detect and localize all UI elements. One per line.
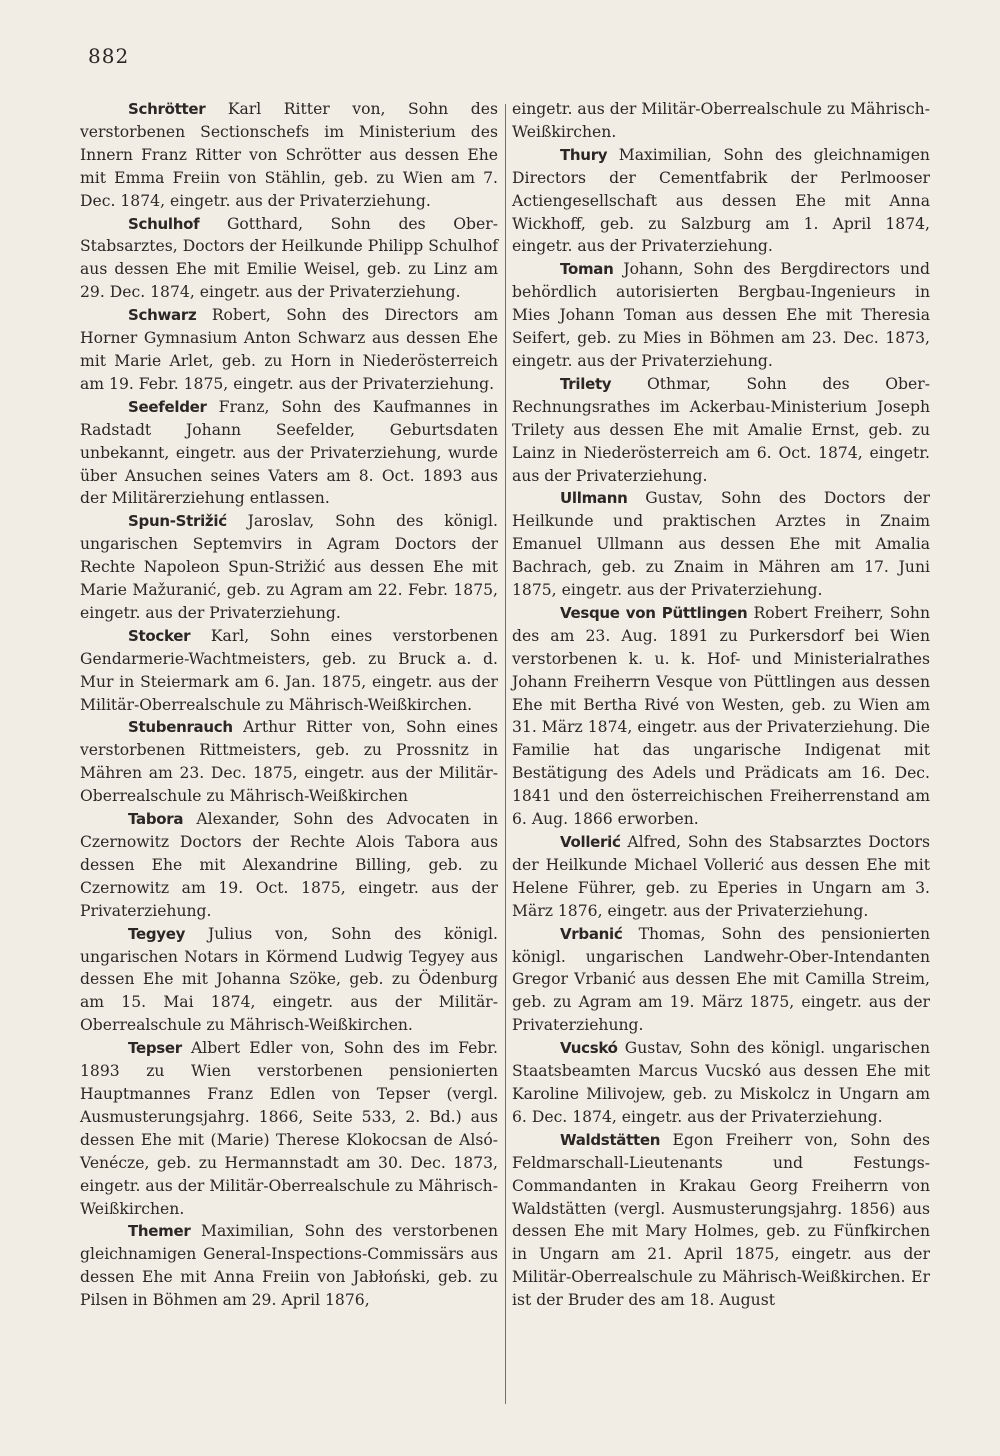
biography-entry: [80, 213, 498, 305]
entry-text: Robert Freiherr, Sohn des am 23. Aug. 1891 zu Purkersdorf bei Wien verstorbenen k. u. k. Hof- und Ministerialrathes Johann Freiherrn Vesque von Püttlingen aus dessen Ehe mit Bertha Rivé von Westen, geb. zu Wien am 31. März 1874, eingetr. aus der Privaterziehung. Die Familie hat das ungarische Indigenat mit Bestätigung des Adels und Prädicats am 16. Dec. 1841 und den österreichischen Freiherrenstand am 6. Aug. 1866 erworben.: [512, 603, 931, 829]
entry-name: Spun-Strižić: [128, 512, 227, 531]
entry-name: Schulhof: [128, 214, 200, 233]
entry-text: Julius von, Sohn des königl. ungarischen Notars in Körmend Ludwig Tegyey aus dessen Ehe mit Johanna Szöke, geb. zu Ödenburg am 15. Mai 1874, eingetr. aus der Militär-Oberrealschule zu Mährisch-Weißkirchen.: [80, 924, 498, 1035]
biography-entry: [80, 716, 498, 808]
entry-text: Egon Freiherr von, Sohn des Feldmarschall-Lieutenants und Festungs-Commandanten in Krakau Georg Freiherrn von Waldstätten (vergl. Ausmusterungsjahrg. 1856) aus dessen Ehe mit Mary Holmes, geb. zu Fünfkirchen in Ungarn am 21. April 1875, eingetr. aus der Militär-Oberrealschule zu Mährisch-Weißkirchen. Er ist der Bruder des am 18. August: [512, 1130, 930, 1310]
biography-entry: [80, 808, 498, 923]
entry-text: eingetr. aus der Militär-Oberrealschule zu Mährisch-Weißkirchen.: [512, 100, 930, 141]
entry-name: Tabora: [128, 810, 184, 829]
entry-name: Themer: [128, 1222, 191, 1241]
entry-text: Alfred, Sohn des Stabsarztes Doctors der Heilkunde Michael Vollerić aus dessen Ehe mit Helene Führer, geb. zu Eperies in Ungarn am 3. März 1876, eingetr. aus der Privaterziehung.: [512, 833, 930, 920]
biography-entry: [512, 98, 930, 144]
entry-text: Karl, Sohn eines verstorbenen Gendarmerie-Wachtmeisters, geb. zu Bruck a. d. Mur in Steiermark am 6. Jan. 1875, eingetr. aus der Militär-Oberrealschule zu Mährisch-Weißkirchen.: [80, 626, 498, 714]
biography-entry: [512, 1129, 930, 1312]
biography-entry: [80, 510, 498, 625]
entry-text: Jaroslav, Sohn des königl. ungarischen Septemvirs in Agram Doctors der Rechte Napoleon Spun-Strižić aus dessen Ehe mit Marie Mažuranić, geb. zu Agram am 22. Febr. 1875, eingetr. aus der Privaterziehung.: [80, 512, 498, 622]
entry-text: Robert, Sohn des Directors am Horner Gymnasium Anton Schwarz aus dessen Ehe mit Marie Arlet, geb. zu Horn in Niederösterreich am 19. Febr. 1875, eingetr. aus der Privaterziehung.: [80, 306, 498, 393]
entry-text: Gustav, Sohn des Doctors der Heilkunde und praktischen Arztes in Znaim Emanuel Ullmann aus dessen Ehe mit Amalia Bachrach, geb. zu Znaim in Mähren am 17. Juni 1875, eingetr. aus der Privaterziehung.: [512, 489, 931, 600]
entry-name: Schrötter: [128, 100, 206, 118]
entry-text: Johann, Sohn des Bergdirectors und behördlich autorisierten Bergbau-Ingenieurs in Mies Johann Toman aus dessen Ehe mit Theresia Seifert, geb. zu Mies in Böhmen am 23. Dec. 1873, eingetr. aus der Privaterziehung.: [512, 260, 930, 370]
entry-text: Othmar, Sohn des Ober-Rechnungsrathes im Ackerbau-Ministerium Joseph Trilety aus dessen Ehe mit Amalie Ernst, geb. zu Lainz in Niederösterreich am 6. Oct. 1874, eingetr. aus der Privaterziehung.: [512, 374, 930, 485]
biography-entry: [512, 923, 930, 1038]
entry-name: Toman: [560, 260, 614, 279]
entry-text: Albert Edler von, Sohn des im Febr. 1893 zu Wien verstorbenen pensionierten Hauptmannes Franz Edlen von Tepser (vergl. Ausmusterungsjahrg. 1866, Seite 533, 2. Bd.) aus dessen Ehe mit (Marie) Therese Klokocsan de Alsó-Venécze, geb. zu Hermannstadt am 30. Dec. 1873, eingetr. aus der Militär-Oberrealschule zu Mährisch-Weißkirchen.: [80, 1039, 498, 1218]
biography-entry: [512, 602, 930, 831]
entry-name: Vesque von Püttlingen: [560, 603, 748, 622]
entry-text: Alexander, Sohn des Advocaten in Czernowitz Doctors der Rechte Alois Tabora aus dessen Ehe mit Alexandrine Billing, geb. zu Czernowitz am 19. Oct. 1875, eingetr. aus der Privaterziehung.: [80, 810, 498, 920]
biography-entry: [80, 923, 498, 1038]
entry-name: Stocker: [128, 626, 191, 645]
entry-name: Vollerić: [560, 833, 621, 851]
entry-text: Franz, Sohn des Kaufmannes in Radstadt Johann Seefelder, Geburtsdaten unbekannt, eingetr. aus der Privaterziehung, wurde über Ansuchen seines Vaters am 8. Oct. 1893 aus der Militärerziehung entlassen.: [80, 397, 498, 508]
entry-name: Thury: [560, 145, 608, 164]
entry-name: Waldstätten: [560, 1130, 661, 1149]
biography-entry: [80, 396, 498, 511]
entry-name: Stubenrauch: [128, 718, 233, 737]
entry-text: Maximilian, Sohn des verstorbenen gleichnamigen General-Inspections-Commissärs aus dessen Ehe mit Anna Freiin von Jabłoński, geb. zu Pilsen in Böhmen am 29. April 1876,: [80, 1222, 498, 1310]
left-column: [80, 98, 498, 1312]
entry-text: Karl Ritter von, Sohn des verstorbenen Sectionschefs im Ministerium des Innern Franz Ritter von Schrötter aus dessen Ehe mit Emma Freiin von Stählin, geb. zu Wien am 7. Dec. 1874, eingetr. aus der Privaterziehung.: [80, 100, 498, 210]
biography-entry: [80, 625, 498, 717]
entry-text: Gustav, Sohn des königl. ungarischen Staatsbeamten Marcus Vucskó aus dessen Ehe mit Karoline Milivojew, geb. zu Miskolcz in Ungarn am 6. Dec. 1874, eingetr. aus der Privaterziehung.: [512, 1039, 930, 1126]
entry-text: Gotthard, Sohn des Ober-Stabsarztes, Doctors der Heilkunde Philipp Schulhof aus dessen Ehe mit Emilie Weisel, geb. zu Linz am 29. Dec. 1874, eingetr. aus der Privaterziehung.: [80, 214, 498, 302]
entry-name: Trilety: [560, 374, 612, 393]
biography-entry: [80, 304, 498, 396]
biography-entry: [512, 487, 930, 602]
entry-name: Schwarz: [128, 306, 197, 325]
biography-entry: [512, 373, 930, 488]
biography-entry: [512, 258, 930, 373]
biography-entry: [80, 1037, 498, 1220]
entry-name: Seefelder: [128, 397, 207, 416]
right-column: [512, 98, 930, 1312]
biography-entry: [512, 831, 930, 923]
entry-name: Ullmann: [560, 489, 628, 508]
entry-text: Maximilian, Sohn des gleichnamigen Directors der Cementfabrik der Perlmooser Actiengesellschaft aus dessen Ehe mit Anna Wickhoff, geb. zu Salzburg am 1. April 1874, eingetr. aus der Privaterziehung.: [512, 145, 930, 256]
entry-name: Vrbanić: [560, 924, 623, 943]
biography-entry: [512, 1037, 930, 1129]
entry-text: Arthur Ritter von, Sohn eines verstorbenen Rittmeisters, geb. zu Prossnitz in Mähren am 23. Dec. 1875, eingetr. aus der Militär-Oberrealschule zu Mährisch-Weißkirchen: [80, 718, 498, 806]
column-divider: [505, 104, 506, 1404]
entry-name: Tepser: [128, 1039, 182, 1058]
biography-entry: [512, 144, 930, 259]
biography-entry: [80, 1220, 498, 1312]
page-number: 882: [88, 44, 130, 68]
entry-text: Thomas, Sohn des pensionierten königl. ungarischen Landwehr-Ober-Intendanten Gregor Vrbanić aus dessen Ehe mit Camilla Streim, geb. zu Agram am 19. März 1875, eingetr. aus der Privaterziehung.: [512, 924, 930, 1035]
entry-name: Vucskó: [560, 1039, 618, 1058]
entry-name: Tegyey: [128, 924, 186, 943]
biography-entry: [80, 98, 498, 213]
